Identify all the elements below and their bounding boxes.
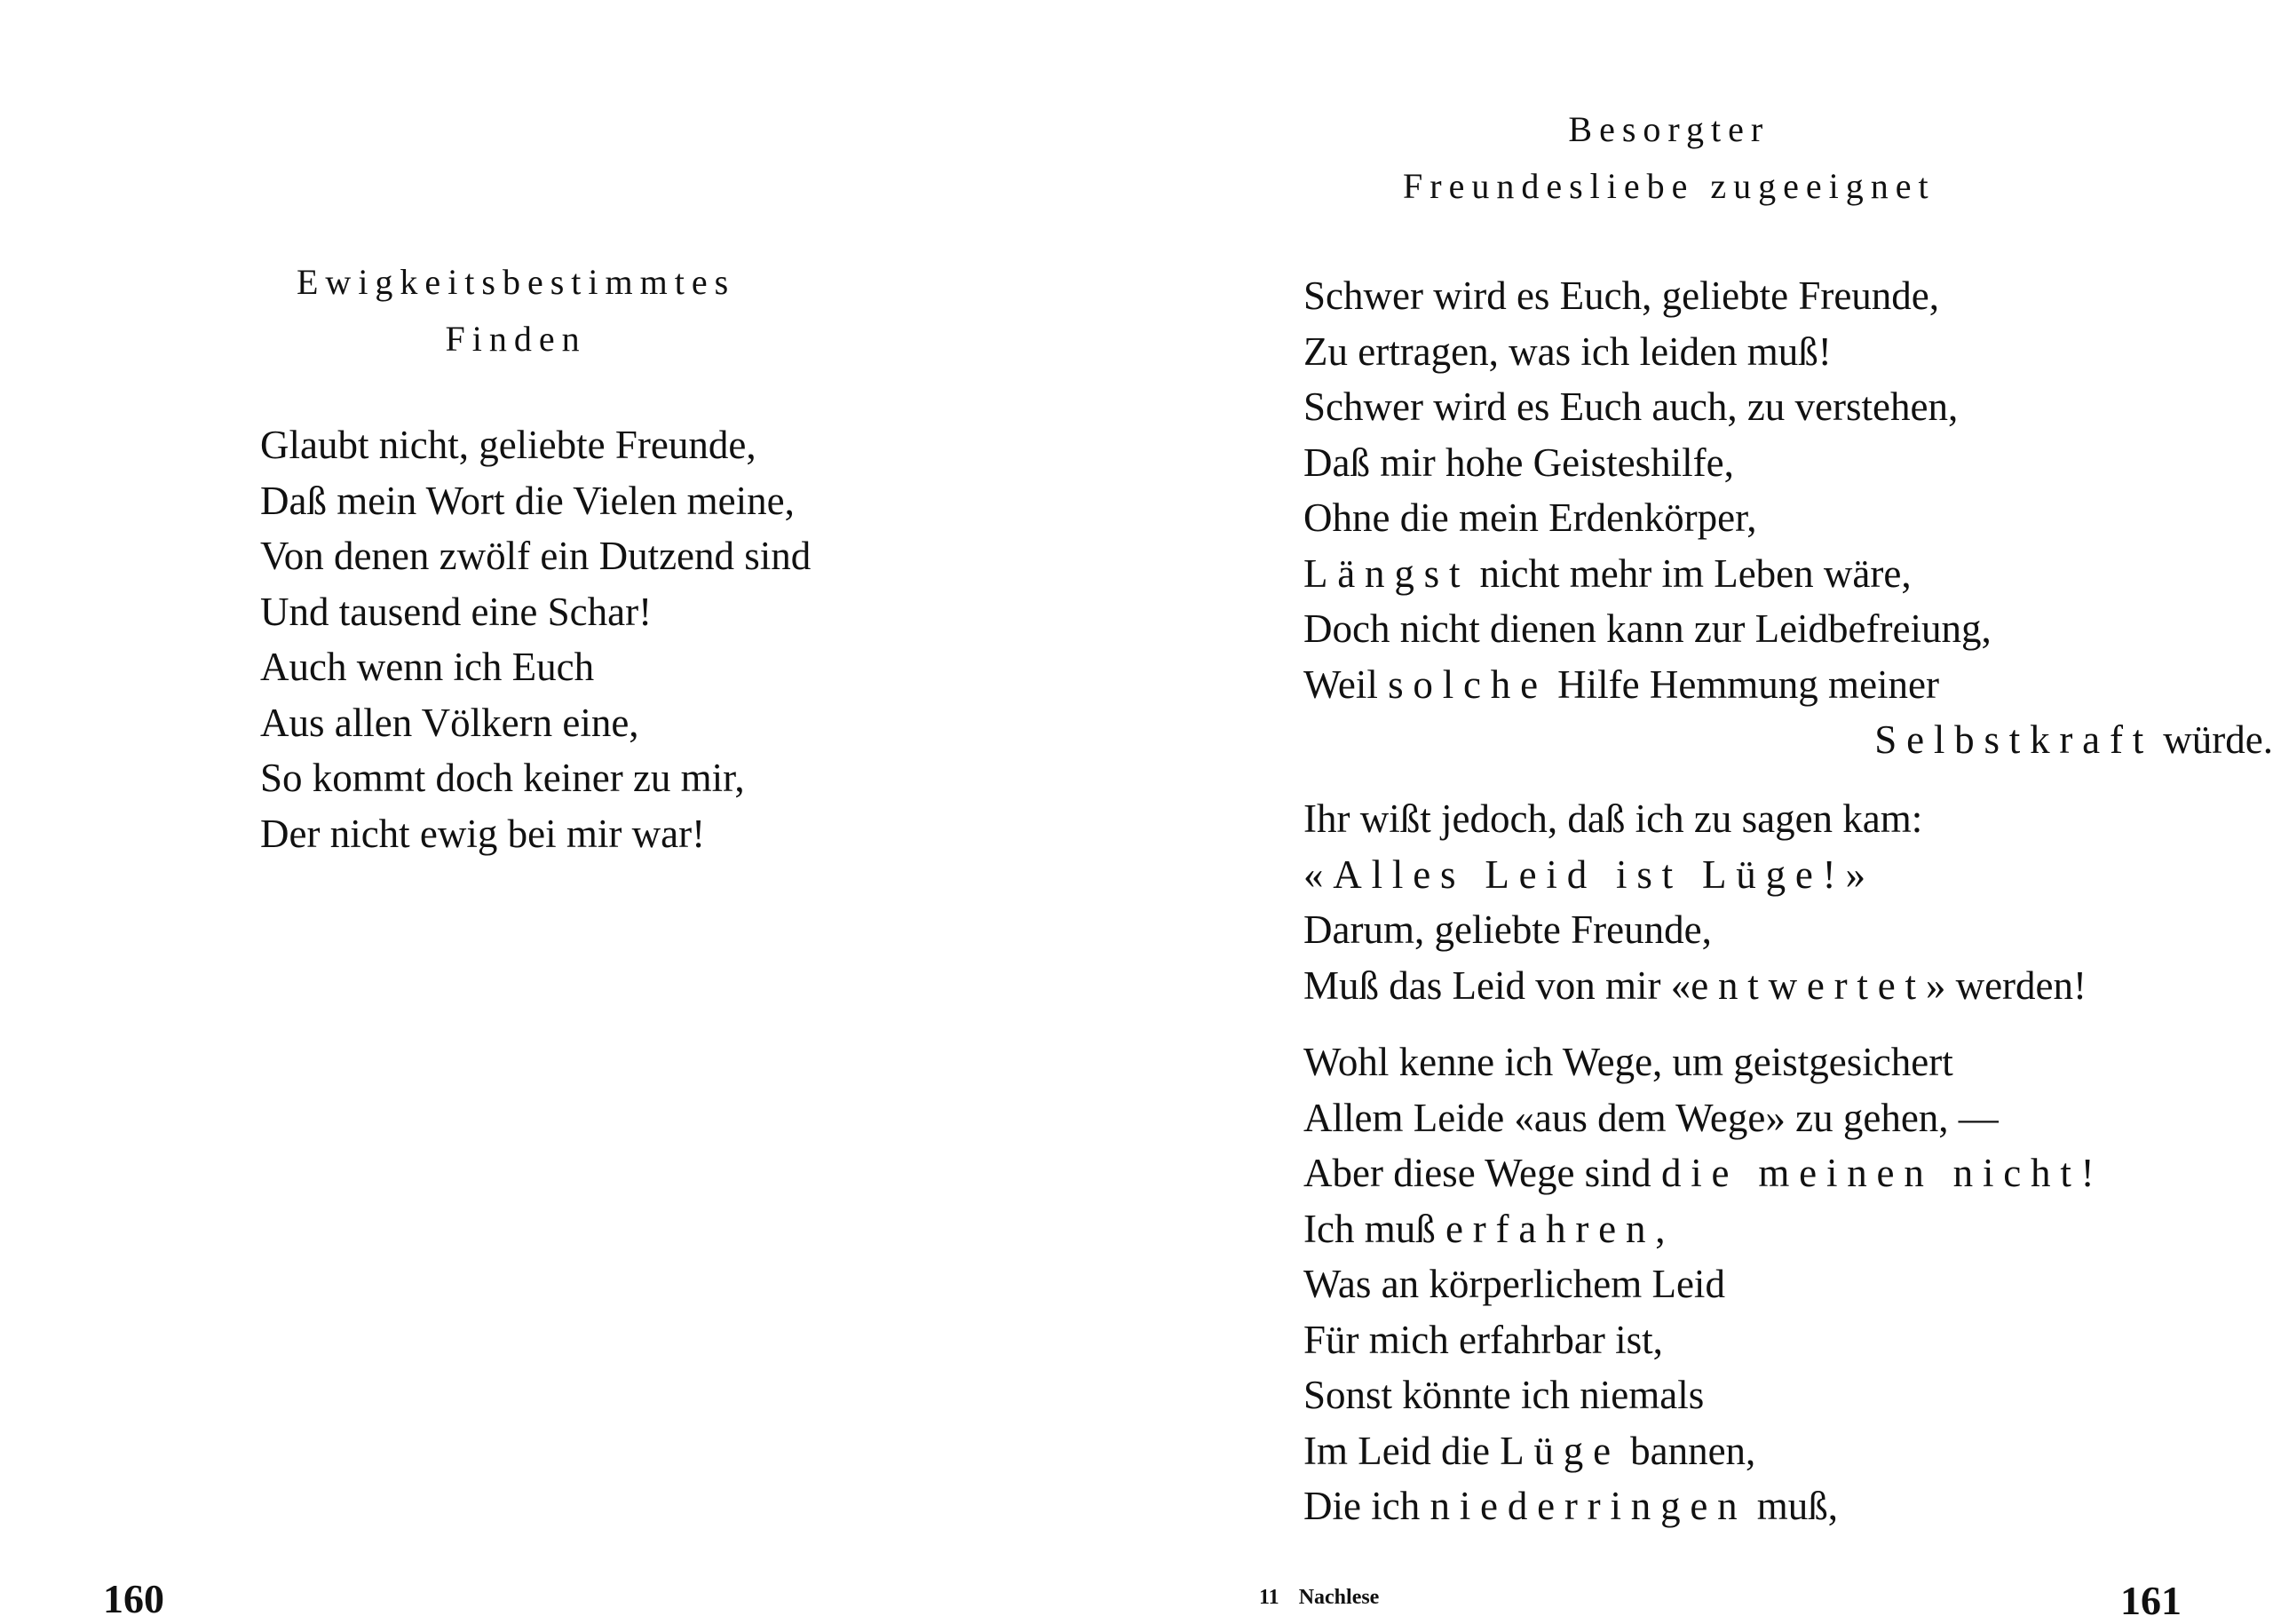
poem-line [1303, 847, 2087, 903]
line-text: » werden! [1925, 963, 2087, 1008]
page-number: 161 [2120, 1578, 2182, 1623]
line-text: nicht mehr im Leben wäre, [1469, 551, 1912, 596]
poem-stanza [1303, 1034, 2103, 1534]
signature-number: 11 [1259, 1586, 1279, 1609]
line-text: würde. [2153, 717, 2273, 762]
line-text: Aber diese Wege sind [1303, 1151, 1661, 1195]
poem-line [1303, 902, 2087, 958]
line-text: Hilfe Hemmung meiner [1547, 661, 1939, 707]
poem-line [1303, 1367, 2103, 1423]
line-text: Doch nicht dienen kann zur Leidbefreiung, [1303, 606, 1992, 651]
line-text: Weil [1303, 661, 1389, 707]
poem-line [1303, 791, 2087, 847]
line-text: Schwer wird es Euch, geliebte Freunde, [1303, 273, 1940, 318]
emphasized-text: Selbstkraft [1874, 717, 2154, 762]
signature-text: Nachlese [1298, 1586, 1380, 1609]
poem-line [1303, 1312, 2103, 1368]
line-text: Allem Leide «aus dem Wege» zu gehen, — [1303, 1095, 1999, 1140]
line-text: Muß das Leid von mir « [1303, 963, 1691, 1008]
line-text: muß, [1746, 1484, 1838, 1528]
poem-line [1303, 1201, 2103, 1257]
poem-line [260, 639, 811, 695]
title-line: Finden [445, 319, 587, 359]
poem-line [1303, 958, 2087, 1014]
title-line: Ewigkeitsbestimmtes [297, 262, 736, 302]
line-text: Ohne die mein Erdenkörper, [1303, 495, 1757, 540]
line-text: Daß mein Wort die Vielen meine, [260, 478, 795, 523]
emphasized-text: Längst [1303, 551, 1470, 596]
emphasized-text: erfahren, [1445, 1206, 1675, 1251]
line-text: Und tausend eine Schar! [260, 589, 653, 634]
poem-line [260, 806, 811, 862]
emphasized-text: solche [1388, 661, 1548, 707]
page-number: 160 [103, 1576, 164, 1621]
signature-mark [1259, 1586, 1379, 1610]
line-text: Der nicht ewig bei mir war! [260, 811, 706, 856]
line-text: Zu ertragen, was ich leiden muß! [1303, 329, 1832, 374]
poem-title [1403, 101, 1936, 215]
poem-stanza [1303, 268, 2273, 768]
poem-title [297, 254, 735, 368]
left-page [0, 0, 1128, 1621]
poem-line [1303, 1478, 2103, 1534]
poem-line [260, 584, 811, 640]
title-line: Freundesliebe zugeeignet [1403, 166, 1936, 206]
emphasized-text: entwertet [1691, 963, 1926, 1008]
poem-stanza [260, 417, 811, 861]
poem-line [1303, 435, 2273, 491]
title-line: Besorgter [1568, 109, 1770, 149]
poem-line [1303, 379, 2273, 435]
poem-line [1303, 268, 2273, 324]
poem-stanza [1303, 791, 2087, 1013]
line-text: Schwer wird es Euch auch, zu verstehen, [1303, 384, 1959, 429]
line-text: Wohl kenne ich Wege, um geistgesichert [1303, 1040, 1953, 1084]
line-text: Die ich [1303, 1484, 1430, 1528]
poem-line [1303, 712, 2273, 768]
line-text: Ich muß [1303, 1206, 1445, 1251]
line-text: Daß mir hohe Geisteshilfe, [1303, 440, 1734, 485]
line-text: Glaubt nicht, geliebte Freunde, [260, 423, 756, 467]
poem-line [1303, 490, 2273, 546]
line-text: Ihr wißt jedoch, daß ich zu sagen kam: [1303, 796, 1923, 841]
poem-line [1303, 1090, 2103, 1146]
poem-line [1303, 1034, 2103, 1090]
line-text: Darum, geliebte Freunde, [1303, 907, 1712, 952]
emphasized-text: die meinen nicht! [1660, 1151, 2104, 1195]
line-text: Für mich erfahrbar ist, [1303, 1317, 1663, 1362]
poem-line [260, 528, 811, 584]
right-page [1128, 0, 2273, 1623]
poem-line [1303, 601, 2273, 657]
line-text: bannen, [1620, 1428, 1756, 1473]
line-text: Sonst könnte ich niemals [1303, 1373, 1705, 1417]
poem-line [1303, 1145, 2103, 1201]
line-text: Von denen zwölf ein Dutzend sind [260, 534, 812, 578]
poem-line [1303, 657, 2273, 713]
poem-line [1303, 546, 2273, 602]
line-text: Was an körperlichem Leid [1303, 1262, 1725, 1306]
line-text: Aus allen Völkern eine, [260, 700, 639, 745]
poem-line [1303, 1256, 2103, 1312]
poem-line [260, 473, 811, 529]
line-text: Im Leid die [1303, 1428, 1501, 1473]
line-text: Auch wenn ich Euch [260, 645, 595, 689]
poem-line [260, 750, 811, 806]
poem-line [260, 417, 811, 473]
emphasized-text: Lüge [1500, 1428, 1620, 1473]
poem-line [1303, 1423, 2103, 1479]
poem-line [1303, 324, 2273, 380]
emphasized-text: niederringen [1430, 1484, 1747, 1528]
emphasized-text: «Alles Leid ist Lüge!» [1303, 852, 1875, 897]
line-text: So kommt doch keiner zu mir, [260, 756, 745, 800]
poem-line [260, 695, 811, 751]
